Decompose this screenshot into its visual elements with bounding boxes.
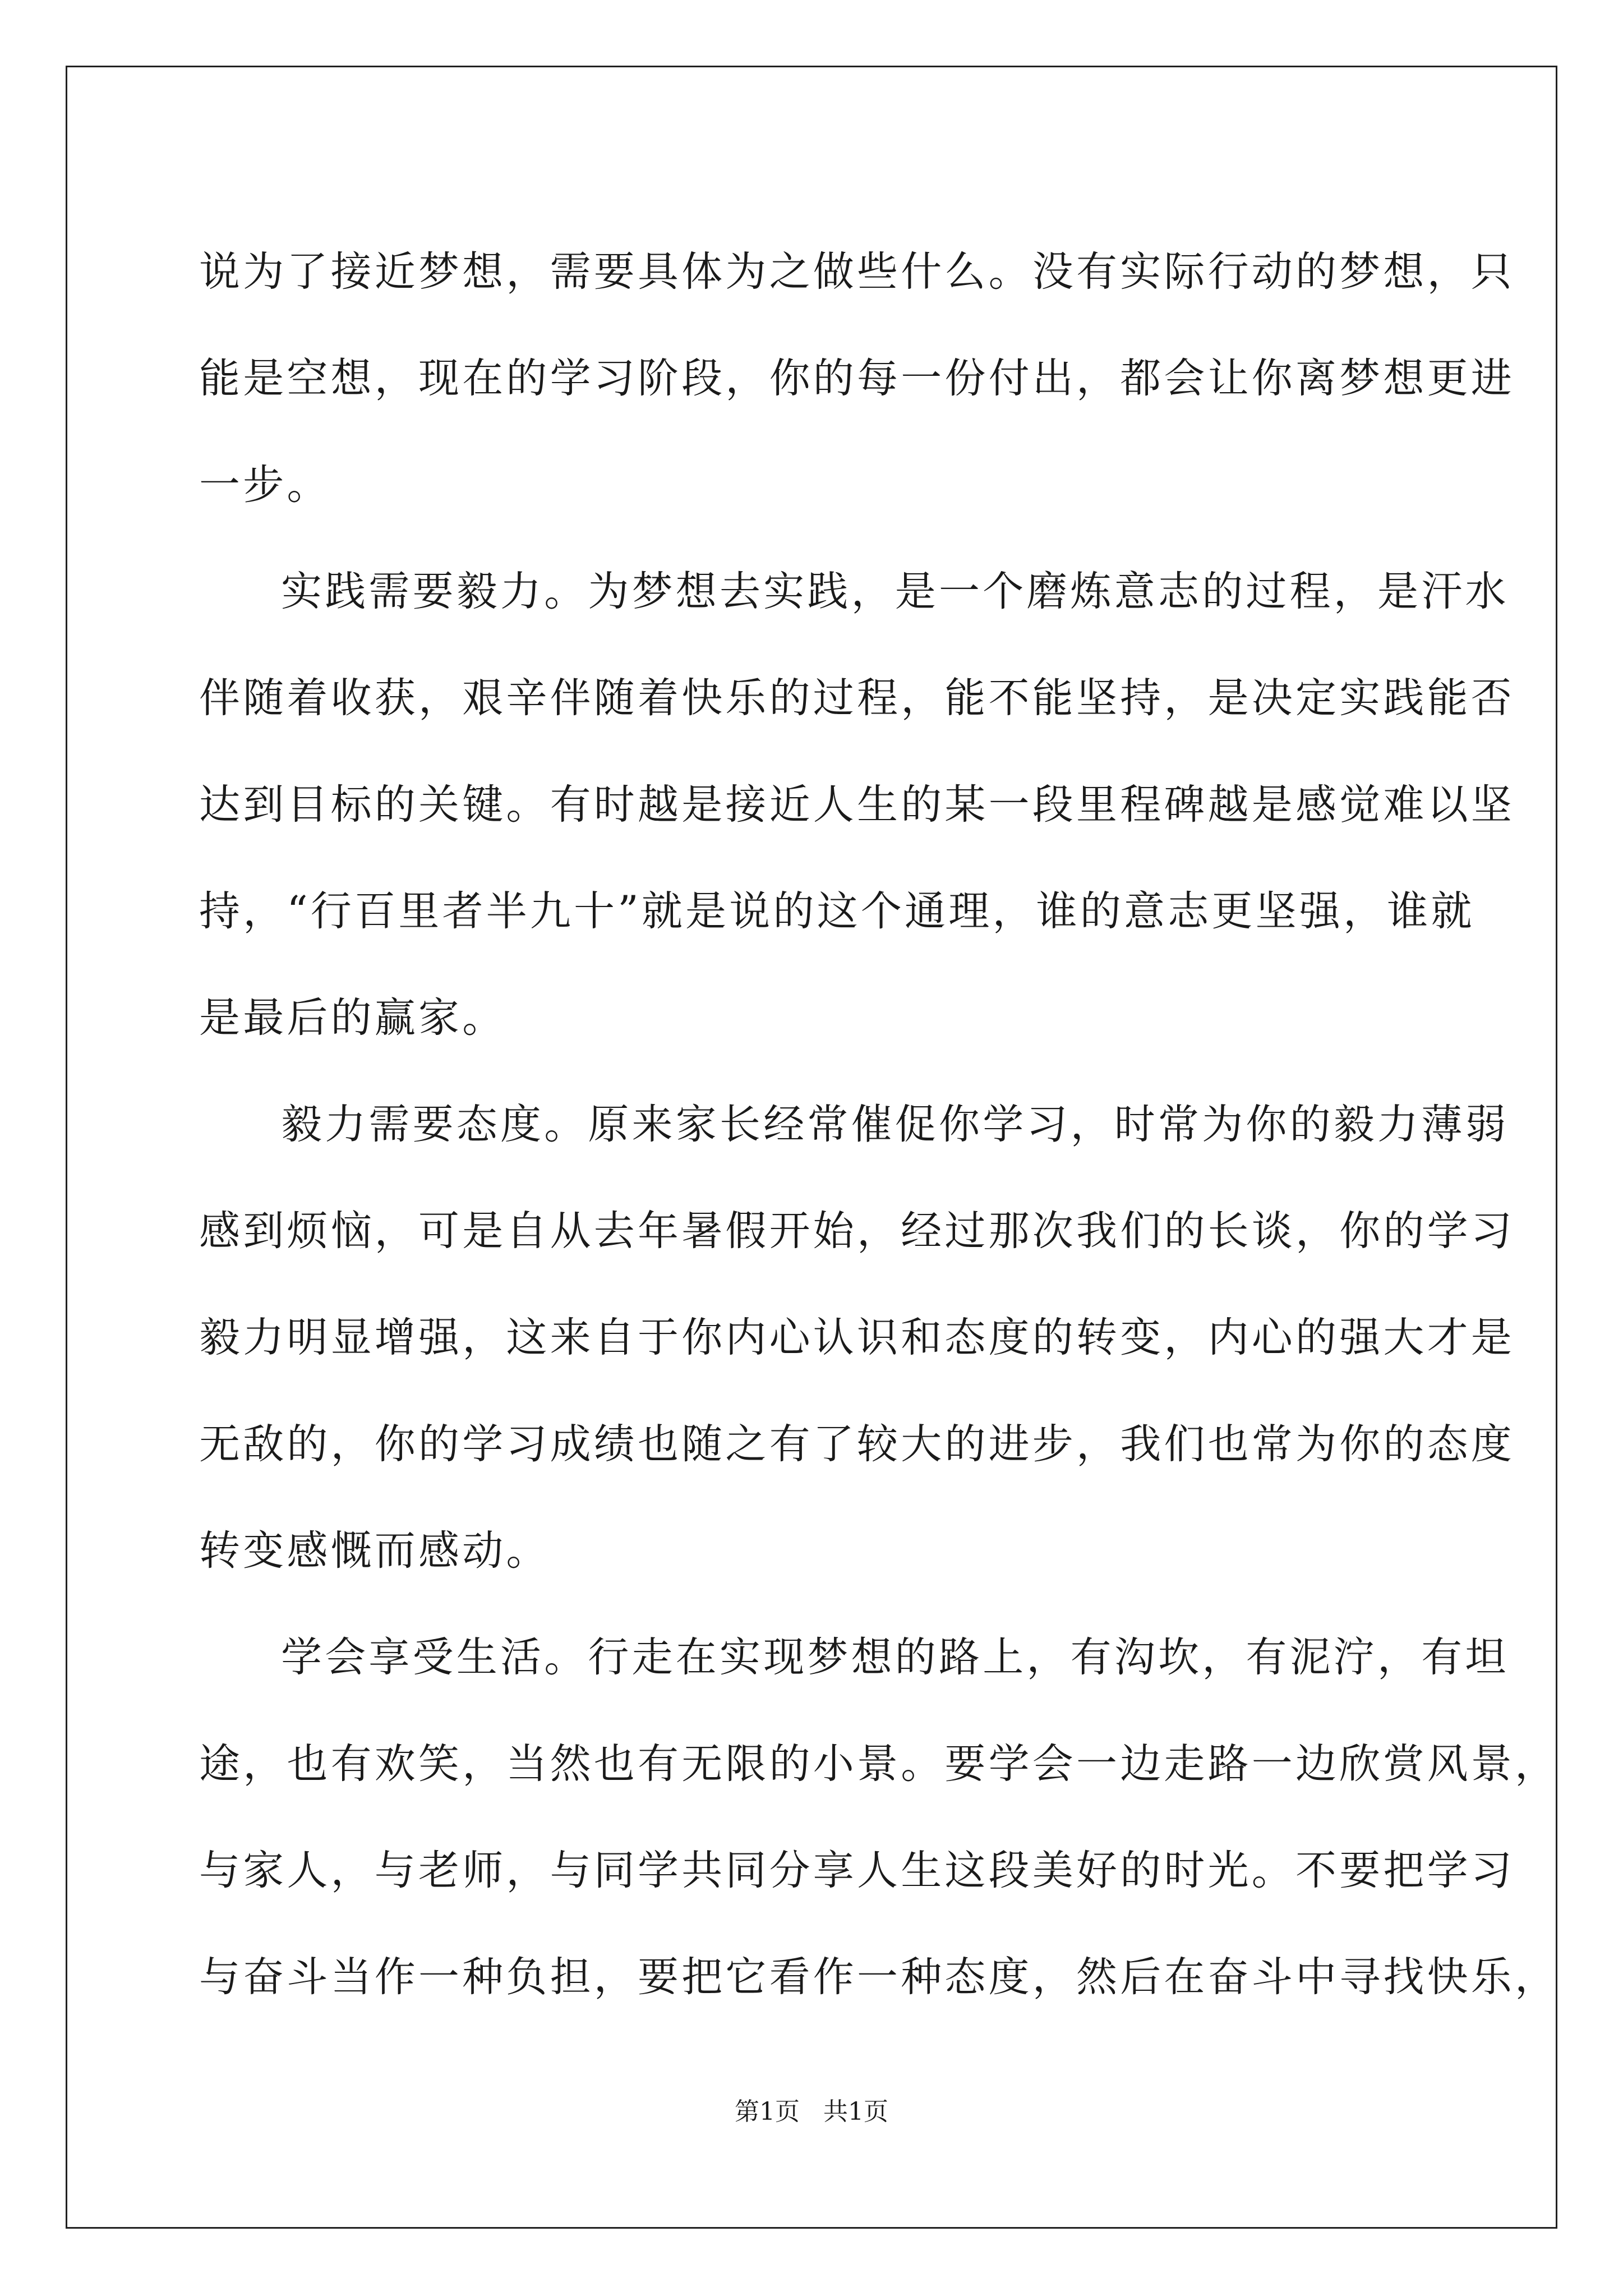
text-line: 达到目标的关键。有时越是接近人生的某一段里程碑越是感觉难以坚 [199,781,1515,829]
text-line: 能是空想，现在的学习阶段，你的每一份付出，都会让你离梦想更进 [199,355,1515,402]
text-line: 与奋斗当作一种负担，要把它看作一种态度，然后在奋斗中寻找快乐， [199,1953,1559,2001]
page-number: 第1页 [735,2097,800,2126]
text-line: 学会享受生活。行走在实现梦想的路上，有沟坎，有泥泞，有坦 [281,1634,1509,1681]
text-line: 一步。 [199,461,331,509]
text-line: 无敌的，你的学习成绩也随之有了较大的进步，我们也常为你的态度 [199,1420,1515,1468]
text-line: 是最后的赢家。 [199,994,506,1042]
paragraph-1 [199,219,1515,539]
text-line: 毅力需要态度。原来家长经常催促你学习，时常为你的毅力薄弱 [281,1101,1509,1148]
page-total: 共1页 [823,2097,888,2126]
text-line: 说为了接近梦想，需要具体为之做些什么。没有实际行动的梦想，只 [199,248,1515,296]
text-line: 转变感慨而感动。 [199,1527,550,1575]
text-line: 感到烦恼，可是自从去年暑假开始，经过那次我们的长谈，你的学习 [199,1207,1515,1255]
text-line: 毅力明显增强，这来自于你内心认识和态度的转变，内心的强大才是 [199,1314,1515,1361]
text-line: 伴随着收获，艰辛伴随着快乐的过程，能不能坚持，是决定实践能否 [199,674,1515,722]
paragraph-3 [199,1071,1515,1604]
text-line: 持，“行百里者半九十”就是说的这个通理，谁的意志更坚强，谁就 [199,887,1475,935]
text-line: 途，也有欢笑，当然也有无限的小景。要学会一边走路一边欣赏风景， [199,1740,1559,1788]
text-line: 实践需要毅力。为梦想去实践，是一个磨炼意志的过程，是汗水 [281,568,1509,615]
document-body [199,219,1559,2031]
paragraph-2 [199,539,1515,1071]
page-footer [0,2095,1623,2129]
paragraph-4 [199,1604,1559,2031]
text-line: 与家人，与老师，与同学共同分享人生这段美好的时光。不要把学习 [199,1847,1515,1894]
